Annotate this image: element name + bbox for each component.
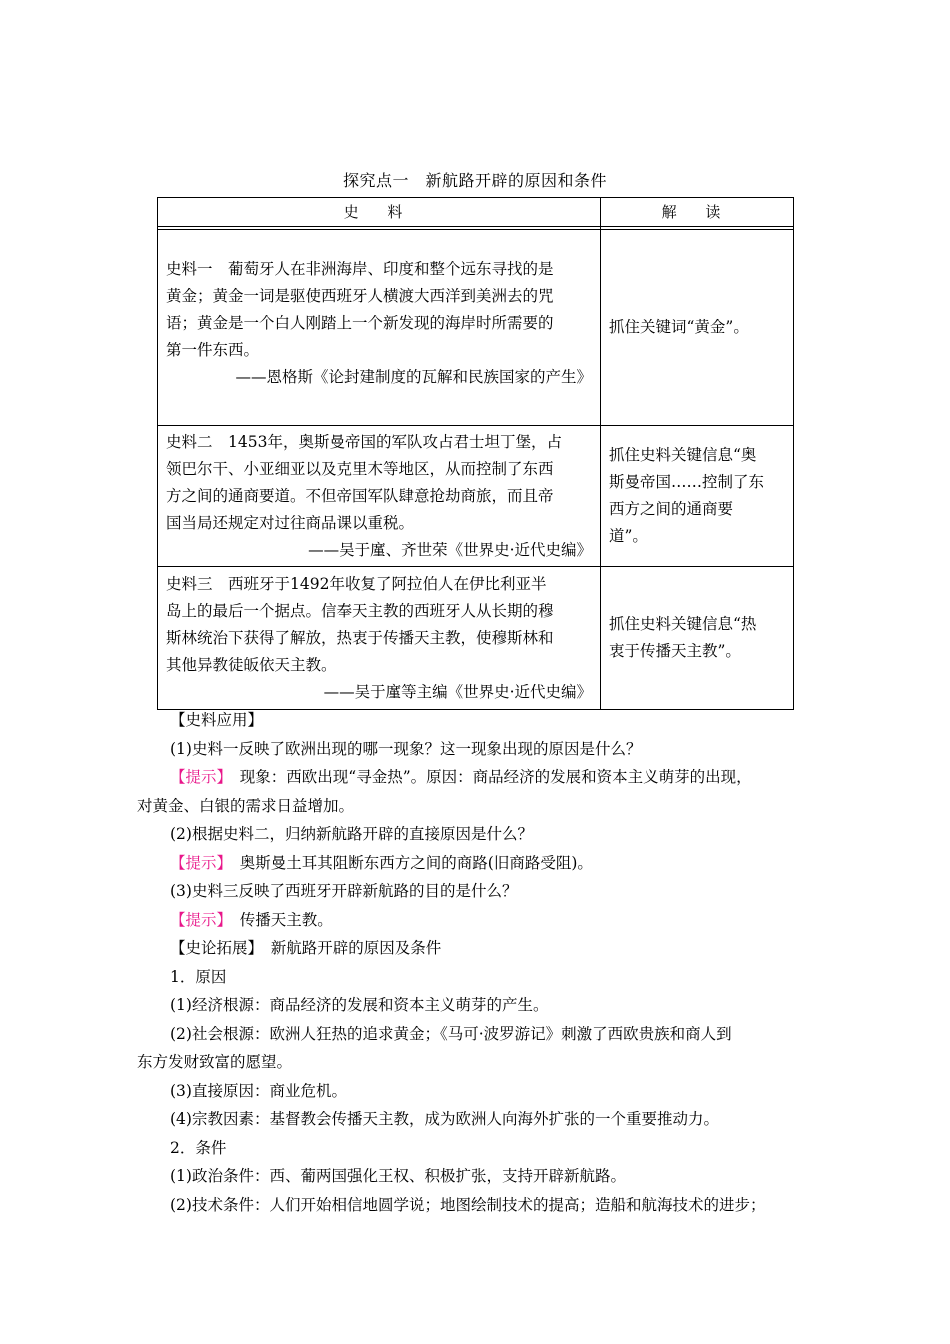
hint-label: 【提示】: [170, 768, 225, 786]
source-line: 黄金；黄金一词是驱使西班牙人横渡大西洋到美洲去的咒: [166, 287, 554, 305]
extension-heading: 【史论拓展】 新航路开辟的原因及条件: [170, 939, 442, 957]
answer-3-text: 传播天主教。: [224, 910, 333, 929]
hint-label: 【提示】: [170, 853, 225, 872]
answer-3: [137, 906, 827, 935]
cause-2-cont: 东方发财致富的愿望。: [137, 1053, 293, 1071]
source-citation: ——吴于廑等主编《世界史·近代史编》: [323, 682, 592, 701]
source-line: 第一件东西。: [166, 341, 260, 359]
cause-1: (1)经济根源：商品经济的发展和资本主义萌芽的产生。: [170, 996, 549, 1014]
interpretation-cell: [601, 426, 794, 567]
source-cell: [158, 230, 601, 426]
source-line: 国当局还规定对过往商品课以重税。: [166, 513, 415, 532]
interpretation-line: 抓住史料关键信息“奥: [609, 446, 757, 464]
source-cell: [158, 426, 601, 567]
interpretation-line: 衷于传播天主教”。: [609, 642, 741, 660]
interpretation-line: 道”。: [609, 527, 648, 545]
interpretation-line: 抓住史料关键信息“热: [609, 615, 757, 633]
answer-2-text: 奥斯曼土耳其阻断东西方之间的商路(旧商路受阻)。: [224, 853, 593, 872]
source-line: 史料二 1453年，奥斯曼帝国的军队攻占君士坦丁堡，占: [166, 432, 562, 451]
interpretation-line: 抓住关键词“黄金”。: [609, 318, 749, 336]
table-header-row: [158, 198, 794, 227]
answer-1-text: 现象：西欧出现“寻金热”。原因：商品经济的发展和资本主义萌芽的出现，: [224, 768, 752, 786]
table-row: [158, 426, 794, 567]
cause-3: (3)直接原因：商业危机。: [170, 1081, 347, 1100]
source-citation: ——恩格斯《论封建制度的瓦解和民族国家的产生》: [235, 368, 592, 386]
section-causes: 1．原因: [170, 967, 227, 986]
interpretation-line: 西方之间的通商要: [609, 500, 734, 518]
question-3: (3)史料三反映了西班牙开辟新航路的目的是什么？: [170, 882, 518, 900]
answer-1: [137, 763, 827, 792]
section-title: 探究点一 新航路开辟的原因和条件: [342, 171, 607, 190]
body-text: [137, 706, 827, 1219]
source-table: [157, 197, 794, 710]
source-line: 岛上的最后一个据点。信奉天主教的西班牙人从长期的穆: [166, 601, 554, 620]
hint-label: 【提示】: [170, 910, 225, 929]
question-2: (2)根据史料二，归纳新航路开辟的直接原因是什么？: [170, 825, 533, 843]
source-line: 史料三 西班牙于1492年收复了阿拉伯人在伊比利亚半: [166, 574, 547, 593]
answer-2: [137, 849, 827, 878]
source-line: 领巴尔干、小亚细亚以及克里木等地区，从而控制了东西: [166, 459, 554, 478]
section-conditions: 2．条件: [170, 1138, 227, 1157]
interpretation-cell: [601, 567, 794, 710]
question-1: (1)史料一反映了欧洲出现的哪一现象？这一现象出现的原因是什么？: [170, 739, 642, 758]
source-cell: [158, 567, 601, 710]
application-heading: 【史料应用】: [170, 711, 264, 729]
cause-4: (4)宗教因素：基督教会传播天主教，成为欧洲人向海外扩张的一个重要推动力。: [170, 1110, 719, 1128]
condition-2: (2)技术条件：人们开始相信地圆学说；地图绘制技术的提高；造船和航海技术的进步；: [170, 1195, 766, 1214]
source-line: 方之间的通商要道。不但帝国军队肆意抢劫商旅，而且帝: [166, 486, 554, 505]
source-line: 史料一 葡萄牙人在非洲海岸、印度和整个远东寻找的是: [166, 260, 554, 278]
source-line: 其他异教徒皈依天主教。: [166, 655, 337, 674]
table-row: [158, 230, 794, 426]
header-interpretation: 解 读: [601, 198, 794, 227]
cause-2: (2)社会根源：欧洲人狂热的追求黄金；《马可·波罗游记》刺激了西欧贵族和商人到: [170, 1024, 732, 1043]
interpretation-line: 斯曼帝国……控制了东: [609, 473, 765, 491]
condition-1: (1)政治条件：西、葡两国强化王权、积极扩张，支持开辟新航路。: [170, 1167, 626, 1185]
answer-1-cont: 对黄金、白银的需求日益增加。: [137, 796, 355, 815]
source-line: 斯林统治下获得了解放，热衷于传播天主教，使穆斯林和: [166, 628, 554, 647]
source-line: 语；黄金是一个白人刚踏上一个新发现的海岸时所需要的: [166, 314, 554, 332]
source-citation: ——吴于廑、齐世荣《世界史·近代史编》: [308, 540, 592, 559]
table-row: [158, 567, 794, 710]
header-sources: 史 料: [158, 198, 601, 227]
interpretation-cell: [601, 230, 794, 426]
